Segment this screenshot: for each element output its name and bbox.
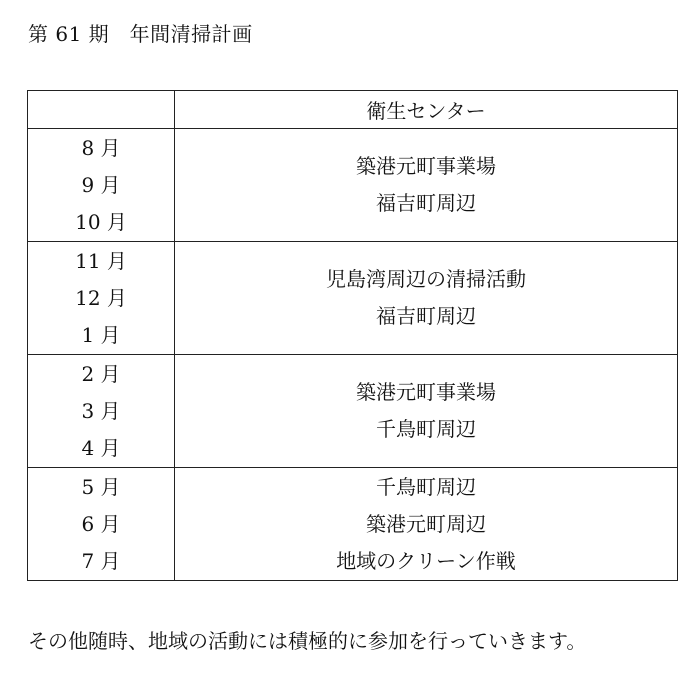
month-label: 1 月 (81, 322, 121, 347)
month-label: 5 月 (81, 474, 121, 499)
month-cell (28, 129, 175, 242)
month-cell (28, 242, 175, 355)
month-label: 3 月 (81, 398, 121, 423)
activity-label: 児島湾周辺の清掃活動 (326, 267, 526, 291)
page-title: 第 61 期 年間清掃計画 (28, 22, 253, 46)
month-label: 6 月 (81, 511, 121, 536)
activity-cell (175, 355, 678, 468)
activity-label: 地域のクリーン作戦 (336, 548, 516, 573)
table-row (28, 129, 678, 242)
activity-label: 築港元町周辺 (366, 511, 486, 536)
month-label: 11 月 (75, 248, 127, 273)
activity-label: 福吉町周辺 (376, 191, 476, 215)
activity-label: 福吉町周辺 (376, 304, 476, 328)
table-header-row (28, 91, 678, 129)
activity-cell (175, 242, 678, 355)
header-activity-cell: 衛生センター (175, 91, 678, 129)
table-row (28, 355, 678, 468)
activity-cell (175, 468, 678, 581)
activity-label: 築港元町事業場 (356, 154, 496, 178)
activity-label: 築港元町事業場 (356, 380, 496, 404)
header-month-cell (28, 91, 175, 129)
month-label: 12 月 (75, 285, 127, 310)
activity-label: 千鳥町周辺 (376, 474, 476, 499)
table-row (28, 468, 678, 581)
footer-note: その他随時、地域の活動には積極的に参加を行っていきます。 (28, 629, 587, 653)
month-label: 4 月 (81, 435, 121, 460)
month-label: 2 月 (81, 361, 121, 386)
month-label: 7 月 (81, 548, 121, 573)
table-row (28, 242, 678, 355)
cleaning-schedule-table (27, 90, 678, 581)
month-label: 8 月 (81, 135, 121, 160)
month-cell (28, 355, 175, 468)
month-cell (28, 468, 175, 581)
month-label: 9 月 (81, 172, 121, 197)
activity-cell (175, 129, 678, 242)
activity-label: 千鳥町周辺 (376, 417, 476, 441)
month-label: 10 月 (75, 209, 127, 234)
